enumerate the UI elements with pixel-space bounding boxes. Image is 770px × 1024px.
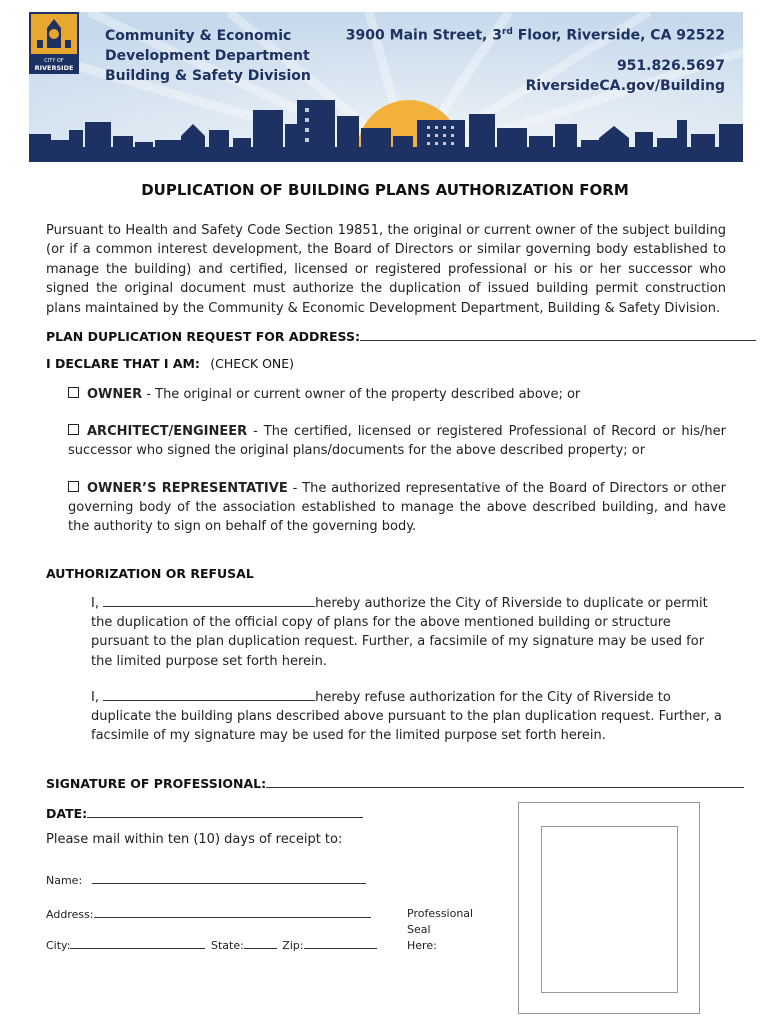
signature-field[interactable] [266,774,744,788]
mail-instructions: Please mail within ten (10) days of receipt to: [46,832,343,847]
website: RiversideCA.gov/Building [525,77,725,94]
street-address: 3900 Main Street, 3rd Floor, Riverside, CA 92522 [345,27,725,44]
dept-line-3: Building & Safety Division [105,68,311,84]
mail-name-field[interactable] [92,873,366,884]
professional-seal-area[interactable] [541,826,678,993]
option-representative-text: - The authorized representative of the Board of Directors or other governing body of the association established to manage the above described building, and have the authority to sign on behalf of the governing body. [68,481,727,535]
date-row [46,804,363,821]
mail-city-state-zip-row [46,938,377,952]
contact-info [346,22,725,96]
date-label: DATE: [46,806,88,821]
declare-label: I DECLARE THAT I AM: [46,356,200,371]
intro-paragraph: Pursuant to Health and Safety Code Section 19851, the original or current owner of the subject building (or if a common interest development, the Board of Directors or similar governing body established to manage the building) and certified, licensed or registered professional or his or her successor who signed the original document must authorize the duplication of issued building permit construction plans maintained by the Community & Economic Development Department, Building & Safety Division. [46,223,726,316]
mail-city-field[interactable] [70,938,205,949]
mail-name-label: Name: [46,874,83,887]
declare-row [46,356,294,371]
authorize-text: hereby authorize the City of Riverside to duplicate or permit the duplication of the official copy of plans for the above mentioned building or structure pursuant to the plan duplication request. Further, a facsimile of my signature may be used for the limited purpose set forth herein. [91,596,708,669]
owner-checkbox[interactable] [68,387,79,398]
mail-address-label: Address: [46,908,94,921]
professional-seal-label: Professional Seal Here: [407,907,474,952]
phone-number: 951.826.5697 [616,57,725,74]
option-architect-engineer [68,422,726,460]
svg-text:RIVERSIDE: RIVERSIDE [34,64,74,72]
refuse-name-field[interactable] [103,688,315,701]
option-architect-text: - The certified, licensed or registered Professional of Record or his/her successor who signed the original plans/documents for the above described property; or [68,424,726,459]
authorize-statement: I, hereby authorize the City of Riverside to duplicate or permit the duplication of the official copy of plans for the above mentioned building or structure pursuant to the plan duplication request. Further, a facsimile of my signature may be used for the limited purpose set forth herein. [91,596,708,669]
signature-row [46,774,744,791]
declare-note: (CHECK ONE) [210,356,295,371]
address-request-row: PLAN DUPLICATION REQUEST FOR ADDRESS: [46,327,756,344]
mail-name-row [46,873,366,887]
mail-address-row [46,907,371,921]
address-request-field[interactable] [360,327,756,341]
option-architect-title: ARCHITECT/ENGINEER [87,424,248,439]
mail-state-field[interactable] [244,938,277,949]
option-representative-title: OWNER’S REPRESENTATIVE [87,481,288,496]
architect-engineer-checkbox[interactable] [68,424,79,435]
address-request-label: PLAN DUPLICATION REQUEST FOR ADDRESS [46,329,355,344]
mail-state-label: State: [210,939,244,952]
mail-address-field[interactable] [94,907,371,918]
refuse-text: hereby refuse authorization for the City of Riverside to duplicate the building plans described above pursuant to the plan duplication request. Further, a facsimile of my signature may be used for the limited purpose set forth herein. [91,690,722,744]
option-owners-representative [68,479,726,537]
city-seal-logo [29,12,79,74]
authorize-name-field[interactable] [103,594,315,607]
signature-label: SIGNATURE OF PROFESSIONAL: [46,776,267,791]
mail-zip-label: Zip: [282,939,304,952]
option-owner-text: - The original or current owner of the property described above; or [142,387,581,402]
option-owner [68,385,726,404]
department-name [105,26,311,86]
svg-text:CITY OF: CITY OF [44,58,64,64]
date-field[interactable] [87,804,363,818]
mail-city-label: City: [46,939,71,952]
header-banner [29,12,743,162]
dept-line-2: Development Department [105,48,310,64]
option-owner-title: OWNER [87,387,143,402]
form-title: DUPLICATION OF BUILDING PLANS AUTHORIZATION FORM [141,181,629,199]
mail-zip-field[interactable] [304,938,377,949]
dept-line-1: Community & Economic [105,28,292,44]
owners-representative-checkbox[interactable] [68,481,79,492]
refuse-statement: I, hereby refuse authorization for the City of Riverside to duplicate the building plans described above pursuant to the plan duplication request. Further, a facsimile of my signature may be used for the limited purpose set forth herein. [91,690,722,744]
authorization-heading: AUTHORIZATION OR REFUSAL [46,566,254,581]
